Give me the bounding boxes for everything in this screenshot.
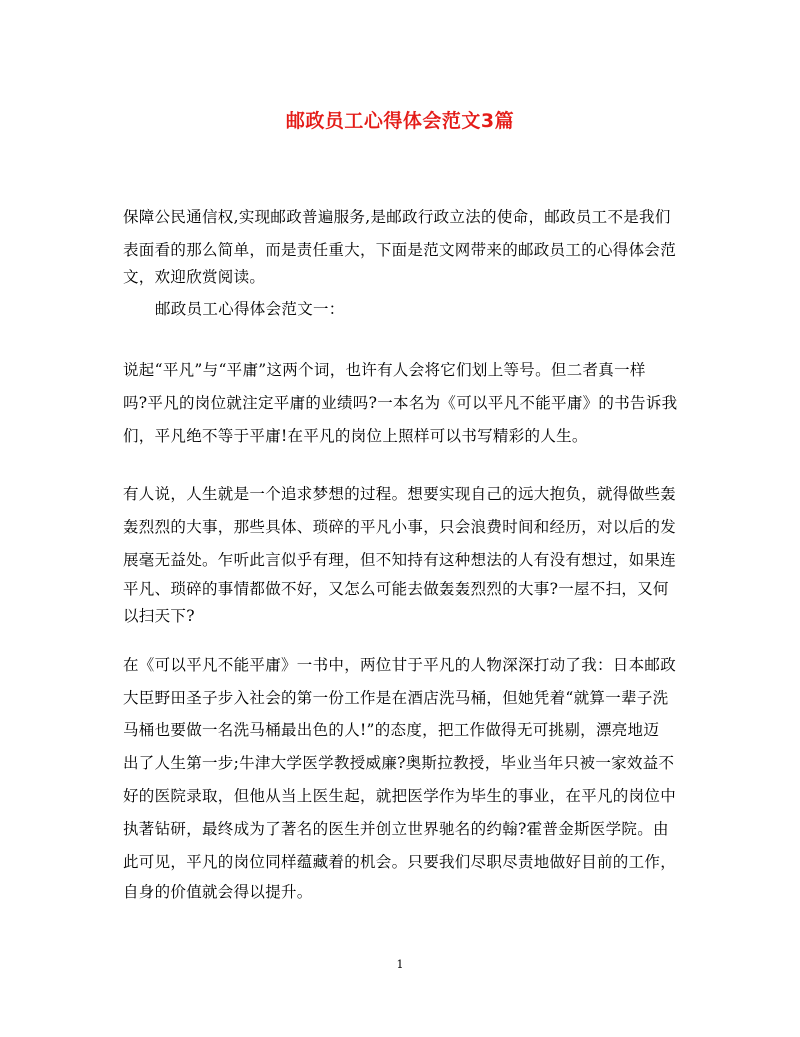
paragraph-line: 吗?平凡的岗位就注定平庸的业绩吗?一本名为《可以平凡不能平庸》的书告诉我 (123, 394, 678, 412)
paragraph-line: 好的医院录取，但他从当上医生起，就把医学作为毕生的事业，在平凡的岗位中 (123, 787, 677, 805)
paragraph-line: 平凡、琐碎的事情都做不好，又怎么可能去做轰轰烈烈的大事?一屋不扫，又何 (123, 580, 669, 598)
paragraph-line: 轰烈烈的大事，那些具体、琐碎的平凡小事，只会浪费时间和经历，对以后的发 (123, 518, 677, 536)
paragraph-line: 有人说，人生就是一个追求梦想的过程。想要实现自己的远大抱负，就得做些轰 (123, 485, 677, 503)
paragraph-line: 出了人生第一步;牛津大学医学教授威廉?奥斯拉教授，毕业当年只被一家效益不 (123, 754, 675, 772)
paragraph-line: 们，平凡绝不等于平庸!在平凡的岗位上照样可以书写精彩的人生。 (123, 427, 588, 445)
intro-line: 文，欢迎欣赏阅读。 (123, 268, 266, 286)
paragraph-line: 展毫无益处。乍听此言似乎有理，但不知持有这种想法的人有没有想过，如果连 (123, 551, 677, 569)
paragraph-line: 以扫天下? (123, 607, 195, 625)
paragraph-line: 执著钻研，最终成为了著名的医生并创立世界驰名的约翰?霍普金斯医学院。由 (123, 820, 669, 838)
section-heading: 邮政员工心得体会范文一： (155, 300, 345, 318)
paragraph-line: 自身的价值就会得以提升。 (123, 883, 313, 901)
document-title: 邮政员工心得体会范文3篇 (285, 110, 515, 132)
paragraph-line: 大臣野田圣子步入社会的第一份工作是在酒店洗马桶，但她凭着“就算一辈子洗 (123, 689, 669, 707)
page-number: 1 (396, 958, 404, 971)
paragraph-line: 在《可以平凡不能平庸》一书中，两位甘于平凡的人物深深打动了我：日本邮政 (123, 656, 677, 674)
paragraph-line: 马桶也要做一名洗马桶最出色的人!”的态度，把工作做得无可挑剔，漂亮地迈 (123, 721, 660, 739)
intro-line: 表面看的那么简单，而是责任重大，下面是范文网带来的邮政员工的心得体会范 (123, 241, 677, 259)
paragraph-line: 说起“平凡”与“平庸”这两个词，也许有人会将它们划上等号。但二者真一样 (123, 361, 646, 379)
intro-line: 保障公民通信权,实现邮政普遍服务,是邮政行政立法的使命，邮政员工不是我们 (123, 208, 671, 226)
paragraph-line: 此可见，平凡的岗位同样蕴藏着的机会。只要我们尽职尽责地做好目前的工作， (123, 853, 677, 871)
